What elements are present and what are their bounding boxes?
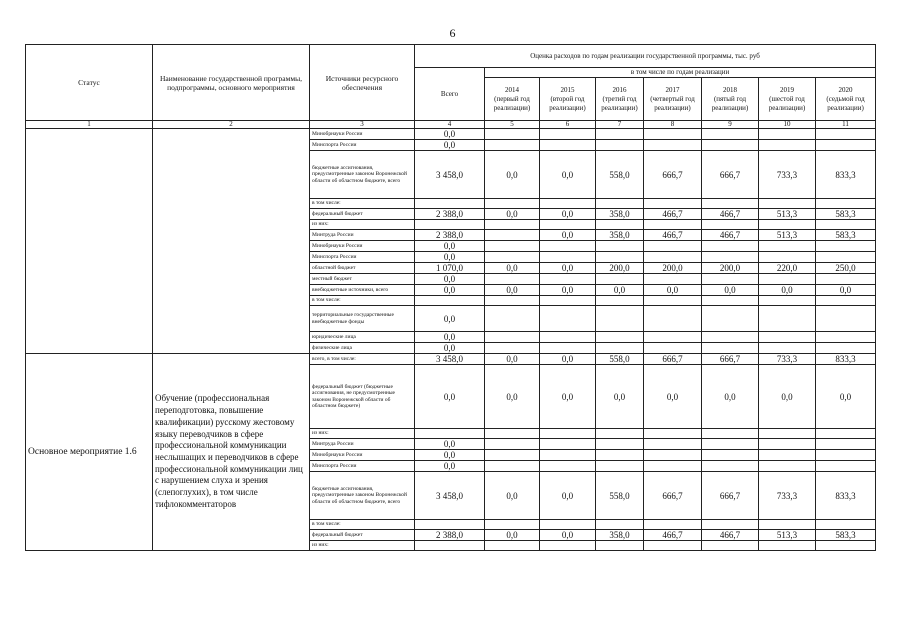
header-incl: в том числе по годам реализации [485,68,876,78]
year-value-cell [540,199,596,209]
year-value-cell [759,541,816,551]
year-value-cell [596,450,644,461]
total-value-cell: 0,0 [415,129,485,140]
total-value-cell: 0,0 [415,343,485,354]
source-cell: Минтруда России [310,439,415,450]
year-value-cell [644,439,702,450]
year-value-cell: 0,0 [485,263,540,274]
year-value-cell: 466,7 [644,230,702,241]
total-value-cell [415,296,485,306]
year-value-cell: 558,0 [596,472,644,520]
year-value-cell [540,220,596,230]
source-cell: физические лица [310,343,415,354]
total-value-cell: 1 070,0 [415,263,485,274]
year-value-cell [540,343,596,354]
year-value-cell [596,129,644,140]
source-cell: в том числе: [310,199,415,209]
year-value-cell: 733,3 [759,151,816,199]
year-value-cell [816,241,876,252]
year-value-cell [759,274,816,285]
source-cell: Минспорта России [310,461,415,472]
year-value-cell [702,541,759,551]
year-value-cell [816,129,876,140]
column-number: 8 [644,121,702,129]
year-value-cell [816,520,876,530]
year-value-cell [759,199,816,209]
year-value-cell [596,199,644,209]
year-value-cell [702,220,759,230]
year-value-cell: 0,0 [596,285,644,296]
year-value-cell [759,140,816,151]
year-value-cell [644,241,702,252]
year-value-cell [759,306,816,332]
year-value-cell [759,220,816,230]
year-value-cell [540,541,596,551]
year-value-cell [540,129,596,140]
year-value-cell [702,332,759,343]
year-value-cell [816,332,876,343]
year-value-cell [485,140,540,151]
year-value-cell: 666,7 [644,354,702,365]
header-year-2016 [596,78,644,121]
total-value-cell [415,199,485,209]
source-cell: федеральный бюджет (бюджетные ассигнования, не предусмотренные законом Воронежской области об областном бюджете) [310,365,415,429]
year-value-cell [702,274,759,285]
year-value-cell [485,296,540,306]
year-value-cell [759,429,816,439]
header-year-value: 2016 [612,85,627,94]
header-total: Всего [415,68,485,121]
year-value-cell [816,274,876,285]
year-value-cell [485,220,540,230]
header-year-2015 [540,78,596,121]
year-value-cell: 0,0 [540,530,596,541]
total-value-cell: 0,0 [415,332,485,343]
year-value-cell [644,129,702,140]
year-value-cell: 833,3 [816,354,876,365]
source-cell: из них: [310,541,415,551]
year-value-cell: 0,0 [816,365,876,429]
year-value-cell [485,332,540,343]
total-value-cell: 0,0 [415,252,485,263]
year-value-cell [644,332,702,343]
source-cell: из них: [310,429,415,439]
source-cell: федеральный бюджет [310,530,415,541]
year-value-cell [644,343,702,354]
year-value-cell: 466,7 [702,209,759,220]
year-value-cell: 0,0 [702,285,759,296]
year-value-cell [702,199,759,209]
year-value-cell: 0,0 [485,209,540,220]
year-value-cell [816,461,876,472]
year-value-cell: 666,7 [702,472,759,520]
year-value-cell [540,461,596,472]
year-value-cell [644,520,702,530]
year-value-cell: 833,3 [816,472,876,520]
year-value-cell [540,439,596,450]
source-cell: юридические лица [310,332,415,343]
status-cell [26,129,153,354]
year-value-cell: 0,0 [485,354,540,365]
year-value-cell [816,140,876,151]
year-value-cell [485,461,540,472]
year-value-cell [540,429,596,439]
year-value-cell [702,129,759,140]
year-value-cell: 220,0 [759,263,816,274]
year-value-cell [485,241,540,252]
year-value-cell: 0,0 [644,285,702,296]
year-value-cell [702,439,759,450]
source-cell: из них: [310,220,415,230]
total-value-cell: 0,0 [415,285,485,296]
total-value-cell: 0,0 [415,450,485,461]
year-value-cell [485,450,540,461]
year-value-cell: 513,3 [759,530,816,541]
source-cell: бюджетные ассигнования, предусмотренные законом Воронежской области об областном бюджете, всего [310,151,415,199]
column-number: 7 [596,121,644,129]
header-year-value: 2017 [665,85,680,94]
year-value-cell [644,274,702,285]
column-number: 10 [759,121,816,129]
year-value-cell: 666,7 [644,151,702,199]
year-value-cell: 0,0 [816,285,876,296]
year-value-cell: 200,0 [702,263,759,274]
year-value-cell [485,274,540,285]
year-value-cell [702,241,759,252]
year-value-cell: 200,0 [644,263,702,274]
total-value-cell: 0,0 [415,439,485,450]
year-value-cell [759,439,816,450]
year-value-cell [485,439,540,450]
year-value-cell: 0,0 [540,365,596,429]
year-value-cell [644,306,702,332]
year-value-cell [702,140,759,151]
header-year-2020 [816,78,876,121]
year-value-cell [816,306,876,332]
source-cell: областной бюджет [310,263,415,274]
column-number: 9 [702,121,759,129]
year-value-cell [596,520,644,530]
header-year-2014 [485,78,540,121]
year-value-cell: 0,0 [485,472,540,520]
year-value-cell [644,296,702,306]
header-year-label: (шестой год реализации) [768,94,806,112]
source-cell: внебюджетные источники, всего [310,285,415,296]
total-value-cell: 0,0 [415,365,485,429]
year-value-cell: 733,3 [759,472,816,520]
year-value-cell [702,343,759,354]
year-value-cell: 466,7 [644,209,702,220]
year-value-cell [485,541,540,551]
program-name-cell [153,129,310,354]
header-year-2017 [644,78,702,121]
source-cell: бюджетные ассигнования, предусмотренные законом Воронежской области об областном бюджете, всего [310,472,415,520]
year-value-cell [485,343,540,354]
source-cell: в том числе: [310,520,415,530]
year-value-cell [644,140,702,151]
year-value-cell [644,450,702,461]
year-value-cell: 583,3 [816,530,876,541]
year-value-cell: 558,0 [596,151,644,199]
year-value-cell [816,199,876,209]
total-value-cell [415,220,485,230]
year-value-cell [644,252,702,263]
year-value-cell [702,450,759,461]
year-value-cell [702,296,759,306]
table-row [26,129,876,140]
year-value-cell [816,220,876,230]
year-value-cell [540,306,596,332]
year-value-cell: 0,0 [540,472,596,520]
source-cell: территориальные государственные внебюджетные фонды [310,306,415,332]
year-value-cell: 666,7 [644,472,702,520]
header-year-label: (четвертый год реализации) [650,94,695,112]
header-year-value: 2014 [505,85,519,94]
year-value-cell [702,520,759,530]
header-year-label: (третий год реализации) [601,94,638,112]
total-value-cell: 2 388,0 [415,230,485,241]
year-value-cell [596,306,644,332]
year-value-cell: 833,3 [816,151,876,199]
year-value-cell [816,343,876,354]
year-value-cell [759,332,816,343]
year-value-cell: 0,0 [485,365,540,429]
year-value-cell [644,461,702,472]
year-value-cell: 0,0 [540,230,596,241]
year-value-cell [702,461,759,472]
year-value-cell [644,541,702,551]
year-value-cell [759,296,816,306]
year-value-cell [596,332,644,343]
header-year-label: (пятый год реализации) [711,94,749,112]
year-value-cell: 0,0 [540,151,596,199]
table-row [26,354,876,365]
total-value-cell [415,429,485,439]
year-value-cell [816,429,876,439]
column-number: 5 [485,121,540,129]
source-cell: Минспорта России [310,252,415,263]
year-value-cell [644,429,702,439]
total-value-cell: 3 458,0 [415,151,485,199]
total-value-cell [415,520,485,530]
total-value-cell: 2 388,0 [415,530,485,541]
year-value-cell [702,429,759,439]
year-value-cell: 358,0 [596,530,644,541]
header-source: Источники ресурсного обеспечения [310,45,415,121]
total-value-cell: 0,0 [415,274,485,285]
source-cell: Минобрнауки России [310,129,415,140]
year-value-cell [596,241,644,252]
header-year-2019 [759,78,816,121]
year-value-cell [816,252,876,263]
year-value-cell: 466,7 [702,530,759,541]
year-value-cell: 0,0 [540,209,596,220]
year-value-cell [540,274,596,285]
year-value-cell: 0,0 [759,285,816,296]
year-value-cell [540,332,596,343]
year-value-cell [596,296,644,306]
header-status: Статус [26,45,153,121]
year-value-cell [596,461,644,472]
year-value-cell [596,429,644,439]
total-value-cell: 3 458,0 [415,472,485,520]
year-value-cell: 513,3 [759,209,816,220]
year-value-cell: 583,3 [816,209,876,220]
year-value-cell: 558,0 [596,354,644,365]
year-value-cell: 513,3 [759,230,816,241]
year-value-cell [759,520,816,530]
year-value-cell [540,252,596,263]
year-value-cell [485,520,540,530]
year-value-cell: 583,3 [816,230,876,241]
year-value-cell [485,306,540,332]
header-year-value: 2018 [723,85,737,94]
year-value-cell: 466,7 [644,530,702,541]
header-year-value: 2020 [838,85,853,94]
year-value-cell: 0,0 [540,263,596,274]
source-cell: Минобрнауки России [310,241,415,252]
header-estimate: Оценка расходов по годам реализации государственной программы, тыс. руб [415,45,876,68]
year-value-cell [816,439,876,450]
year-value-cell: 0,0 [759,365,816,429]
year-value-cell: 0,0 [485,530,540,541]
year-value-cell: 733,3 [759,354,816,365]
total-value-cell [415,541,485,551]
year-value-cell [702,306,759,332]
year-value-cell [644,199,702,209]
total-value-cell: 0,0 [415,241,485,252]
year-value-cell [702,252,759,263]
year-value-cell [816,450,876,461]
year-value-cell: 0,0 [596,365,644,429]
year-value-cell [759,461,816,472]
source-cell: в том числе: [310,296,415,306]
year-value-cell [540,520,596,530]
year-value-cell [485,429,540,439]
year-value-cell [540,140,596,151]
page-number: 6 [449,26,456,40]
column-number: 1 [26,121,153,129]
total-value-cell: 0,0 [415,461,485,472]
year-value-cell [485,230,540,241]
year-value-cell: 250,0 [816,263,876,274]
header-year-label: (седьмой год реализации) [826,94,865,112]
year-value-cell [816,296,876,306]
header-year-label: (второй год реализации) [549,94,586,112]
source-cell: всего, в том числе: [310,354,415,365]
year-value-cell [759,129,816,140]
column-number: 11 [816,121,876,129]
year-value-cell [816,541,876,551]
year-value-cell [596,252,644,263]
source-cell: Минтруда России [310,230,415,241]
column-number: 4 [415,121,485,129]
year-value-cell: 666,7 [702,151,759,199]
year-value-cell: 466,7 [702,230,759,241]
year-value-cell [759,252,816,263]
total-value-cell: 0,0 [415,306,485,332]
year-value-cell: 0,0 [702,365,759,429]
source-cell: федеральный бюджет [310,209,415,220]
column-number: 3 [310,121,415,129]
total-value-cell: 0,0 [415,140,485,151]
year-value-cell: 0,0 [485,151,540,199]
year-value-cell: 200,0 [596,263,644,274]
year-value-cell [485,252,540,263]
source-cell: местный бюджет [310,274,415,285]
year-value-cell [596,220,644,230]
year-value-cell [485,129,540,140]
year-value-cell: 666,7 [702,354,759,365]
budget-table [25,44,876,551]
program-name-cell: Обучение (профессиональная переподготовка, повышение квалификации) русскому жестовому языку переводчиков в сфере профессиональной коммуникации неслышащих и переводчиков в сфере профессиональной коммуникации лиц с нарушением слуха и зрения (слепоглухих), в том числе тифлокомментаторов [153,354,310,551]
source-cell: Минспорта России [310,140,415,151]
status-cell: Основное мероприятие 1.6 [26,354,153,551]
year-value-cell [596,140,644,151]
year-value-cell [759,450,816,461]
header-name: Наименование государственной программы, подпрограммы, основного мероприятия [153,45,310,121]
year-value-cell: 0,0 [540,285,596,296]
year-value-cell [759,241,816,252]
header-year-label: (первый год реализации) [493,94,531,112]
year-value-cell [596,343,644,354]
year-value-cell [596,541,644,551]
year-value-cell: 358,0 [596,209,644,220]
column-number: 6 [540,121,596,129]
total-value-cell: 2 388,0 [415,209,485,220]
year-value-cell [596,274,644,285]
year-value-cell: 0,0 [540,354,596,365]
year-value-cell [540,296,596,306]
header-year-2018 [702,78,759,121]
year-value-cell: 0,0 [485,285,540,296]
source-cell: Минобрнауки России [310,450,415,461]
year-value-cell: 358,0 [596,230,644,241]
total-value-cell: 3 458,0 [415,354,485,365]
year-value-cell [540,241,596,252]
year-value-cell: 0,0 [644,365,702,429]
year-value-cell [596,439,644,450]
column-number: 2 [153,121,310,129]
header-year-value: 2015 [560,85,575,94]
header-year-value: 2019 [780,85,794,94]
year-value-cell [540,450,596,461]
year-value-cell [644,220,702,230]
year-value-cell [759,343,816,354]
year-value-cell [485,199,540,209]
